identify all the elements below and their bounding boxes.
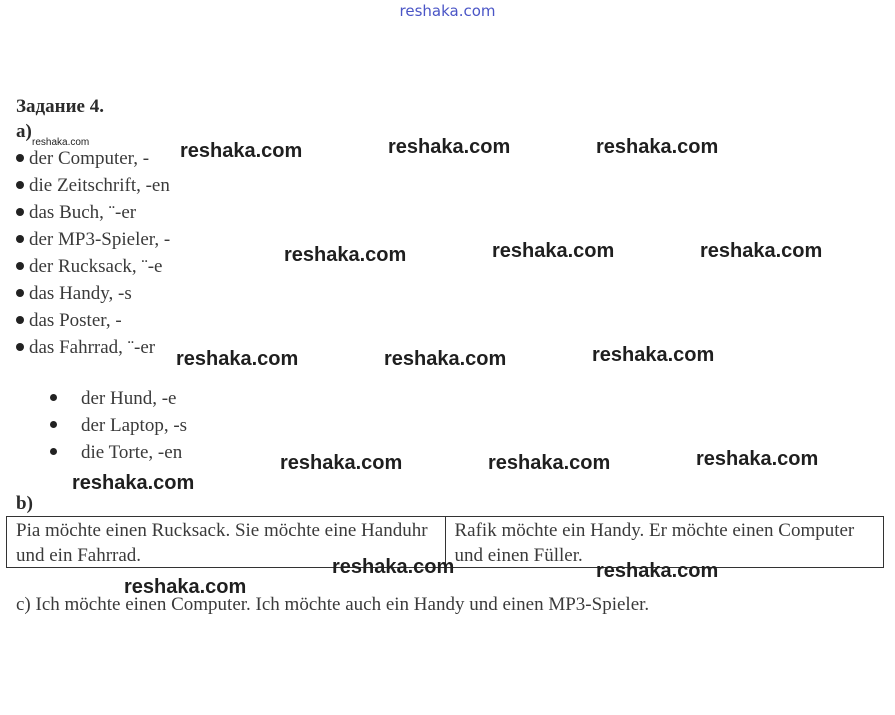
bullet-icon bbox=[16, 208, 24, 216]
watermark: reshaka.com bbox=[492, 240, 615, 262]
list-item bbox=[16, 281, 170, 308]
list-item bbox=[50, 413, 187, 440]
list-item-text: das Buch, ¨-er bbox=[29, 202, 137, 223]
watermark: reshaka.com bbox=[488, 452, 611, 474]
list-item-text: der Hund, -e bbox=[81, 388, 177, 409]
list-item bbox=[16, 254, 170, 281]
task-title: Задание 4. bbox=[16, 96, 104, 117]
list-item-text: das Poster, - bbox=[29, 310, 122, 331]
bullet-icon bbox=[16, 154, 24, 162]
list-item bbox=[16, 173, 170, 200]
bullet-icon bbox=[50, 448, 57, 455]
list-item-text: der MP3-Spieler, - bbox=[29, 229, 171, 250]
watermark: reshaka.com bbox=[596, 136, 719, 158]
watermark: reshaka.com bbox=[592, 344, 715, 366]
watermark: reshaka.com bbox=[72, 472, 195, 494]
watermark: reshaka.com bbox=[388, 136, 511, 158]
list-item-text: die Zeitschrift, -en bbox=[29, 175, 170, 196]
list-item-text: das Handy, -s bbox=[29, 283, 132, 304]
part-a-mark: reshaka.com bbox=[32, 137, 90, 148]
part-a-label: a) bbox=[16, 121, 32, 142]
bullet-icon bbox=[50, 394, 57, 401]
bullet-icon bbox=[16, 235, 24, 243]
list-item-text: die Torte, -en bbox=[81, 442, 183, 463]
part-c-text: c) Ich möchte einen Computer. Ich möchte auch ein Handy und einen MP3-Spieler. bbox=[16, 594, 650, 615]
list-item bbox=[16, 335, 170, 362]
list-item bbox=[16, 227, 170, 254]
list-item bbox=[16, 200, 170, 227]
bullet-icon bbox=[16, 181, 24, 189]
list-item-text: der Computer, - bbox=[29, 148, 150, 169]
bullet-icon bbox=[16, 289, 24, 297]
site-link[interactable]: reshaka.com bbox=[399, 2, 496, 20]
bullet-icon bbox=[50, 421, 57, 428]
watermark: reshaka.com bbox=[332, 556, 455, 578]
list-item bbox=[50, 440, 187, 467]
watermark: reshaka.com bbox=[700, 240, 823, 262]
list-item-text: der Rucksack, ¨-e bbox=[29, 256, 163, 277]
list-item bbox=[16, 146, 170, 173]
watermark: reshaka.com bbox=[596, 560, 719, 582]
watermark: reshaka.com bbox=[696, 448, 819, 470]
vocab-list bbox=[16, 146, 170, 362]
list-item-text: der Laptop, -s bbox=[81, 415, 188, 436]
part-b-label: b) bbox=[16, 493, 33, 514]
watermark: reshaka.com bbox=[280, 452, 403, 474]
watermark: reshaka.com bbox=[284, 244, 407, 266]
watermark: reshaka.com bbox=[176, 348, 299, 370]
bullet-icon bbox=[16, 262, 24, 270]
bullet-icon bbox=[16, 343, 24, 351]
watermark: reshaka.com bbox=[180, 140, 303, 162]
list-item bbox=[16, 308, 170, 335]
table-cell-rafik: Rafik möchte ein Handy. Er möchte einen Computer und einen Füller. bbox=[445, 517, 884, 567]
bullet-icon bbox=[16, 316, 24, 324]
table-cell-pia: Pia möchte einen Rucksack. Sie möchte eine Handuhr und ein Fahrrad. bbox=[16, 520, 428, 566]
vocab-list-extra bbox=[50, 386, 187, 467]
list-item-text: das Fahrrad, ¨-er bbox=[29, 337, 156, 358]
watermark: reshaka.com bbox=[384, 348, 507, 370]
watermark: reshaka.com bbox=[124, 576, 247, 598]
list-item bbox=[50, 386, 187, 413]
